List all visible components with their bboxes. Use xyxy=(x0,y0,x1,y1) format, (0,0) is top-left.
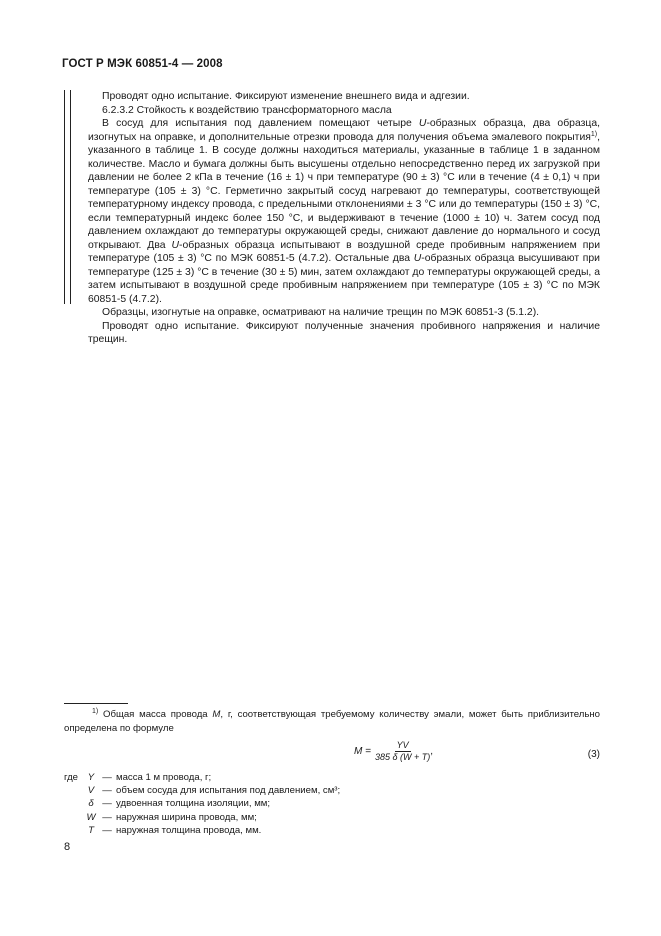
paragraph-final: Проводят одно испытание. Фиксируют полученные значения пробивного напряжения и наличие трещин. xyxy=(88,320,600,345)
variable-description: наружная ширина провода, мм; xyxy=(116,811,257,823)
formula-denominator: 385 δ (W + T) xyxy=(374,752,431,762)
dash: — xyxy=(102,798,112,810)
paragraph-test-result: Проводят одно испытание. Фиксируют изменение внешнего вида и адгезии. xyxy=(102,91,470,102)
u-symbol: U xyxy=(171,239,179,251)
page-number: 8 xyxy=(64,841,71,853)
text-segment: В сосуд для испытания под давлением помещают четыре xyxy=(102,118,419,129)
formula-lhs: M = xyxy=(354,746,371,757)
text-segment: -образных образца, два образца, изогнутых на оправке, и дополнительные отрезки провода для получения объема эмалевого покрытия xyxy=(88,118,600,143)
dash: — xyxy=(102,824,112,836)
where-row xyxy=(64,824,464,837)
section-heading: 6.2.3.2 Стойкость к воздействию трансформаторного масла xyxy=(102,104,392,116)
variable-symbol: δ xyxy=(88,798,94,810)
variable-symbol: Y xyxy=(87,772,95,783)
where-row xyxy=(64,811,464,824)
text-segment: -образных образца испытывают в воздушной среде пробивным напряжением при температуре (105 ± 3) °С по МЭК 60851-5 (4.7.2). Остальные два xyxy=(88,239,600,264)
dash: — xyxy=(102,785,112,797)
footnote-marker: 1) xyxy=(92,708,99,715)
variable-symbol: T xyxy=(88,824,94,836)
dash: — xyxy=(102,772,112,783)
document-header: ГОСТ Р МЭК 60851-4 — 2008 xyxy=(62,58,223,70)
u-symbol: U xyxy=(413,253,422,264)
change-bar xyxy=(64,90,71,304)
mass-symbol: M xyxy=(212,709,221,720)
where-prefix: где xyxy=(64,772,79,783)
dash: — xyxy=(102,811,112,823)
text-segment: -образных образца высушивают при температуре (125 ± 3) °С в течение (30 ± 5) мин, затем охлаждают до температуры окружающей среды, а затем испытывают в воздушной среде пробивным напряжением при температуре (105 ± 3) °С по МЭК 60851-5 (4.7.2). xyxy=(88,253,600,305)
variable-description: удвоенная толщина изоляции, мм; xyxy=(116,798,271,810)
where-row xyxy=(64,771,464,784)
text-segment: Общая масса провода xyxy=(98,709,213,720)
body-text xyxy=(88,90,600,347)
text-segment: , г, соответствующая требуемому количеству эмали, может быть приблизительно определена по формуле xyxy=(64,709,600,734)
paragraph-inspection: Образцы, изогнутые на оправке, осматривают на наличие трещин по МЭК 60851-3 (5.1.2). xyxy=(102,307,540,318)
paragraph-procedure xyxy=(88,117,600,306)
variable-description: наружная толщина провода, мм. xyxy=(116,824,262,836)
variable-symbol: W xyxy=(86,811,96,823)
formula-line xyxy=(64,740,600,770)
where-row xyxy=(64,784,464,797)
variable-description: масса 1 м провода, г; xyxy=(116,772,212,783)
formula-numerator: YV xyxy=(396,740,409,750)
formula xyxy=(354,740,433,763)
footnote-text xyxy=(64,708,600,736)
footnote xyxy=(64,708,600,736)
where-list xyxy=(64,771,464,837)
u-symbol: U xyxy=(418,118,427,129)
footnote-reference: 1) xyxy=(590,130,598,138)
text-segment: , указанного в таблице 1. В сосуде должны находиться материалы, указанные в таблице 1 в заданном количестве. Масло и бумага должны быть высушены отдельно непосредственно перед их загрузкой при давлении не более 2 кПа в течение (16 ± 1) ч при температуре (90 ± 3) °С или в течение (4 ± 0,1) ч при температуре (105 ± 3) °С. Герметично закрытый сосуд нагревают до температуры, соответствующей температурному индексу провода, с предельными отклонениями ± 3 °С или до температуры (150 ± 3) °С, если температурный индекс более 150 °С, и выдерживают в течение (1000 ± 10) ч. Затем сосуд под давлением охлаждают до температуры окружающей среды, снижают давление до нормального и сосуд открывают. Два xyxy=(88,131,600,251)
variable-description: объем сосуда для испытания под давлением, см³; xyxy=(116,785,341,797)
variable-symbol: V xyxy=(87,785,95,797)
where-row xyxy=(64,797,464,810)
formula-comma: , xyxy=(430,746,433,757)
equation-number: (3) xyxy=(587,749,600,760)
formula-fraction xyxy=(375,740,430,763)
footnote-divider xyxy=(64,703,128,704)
